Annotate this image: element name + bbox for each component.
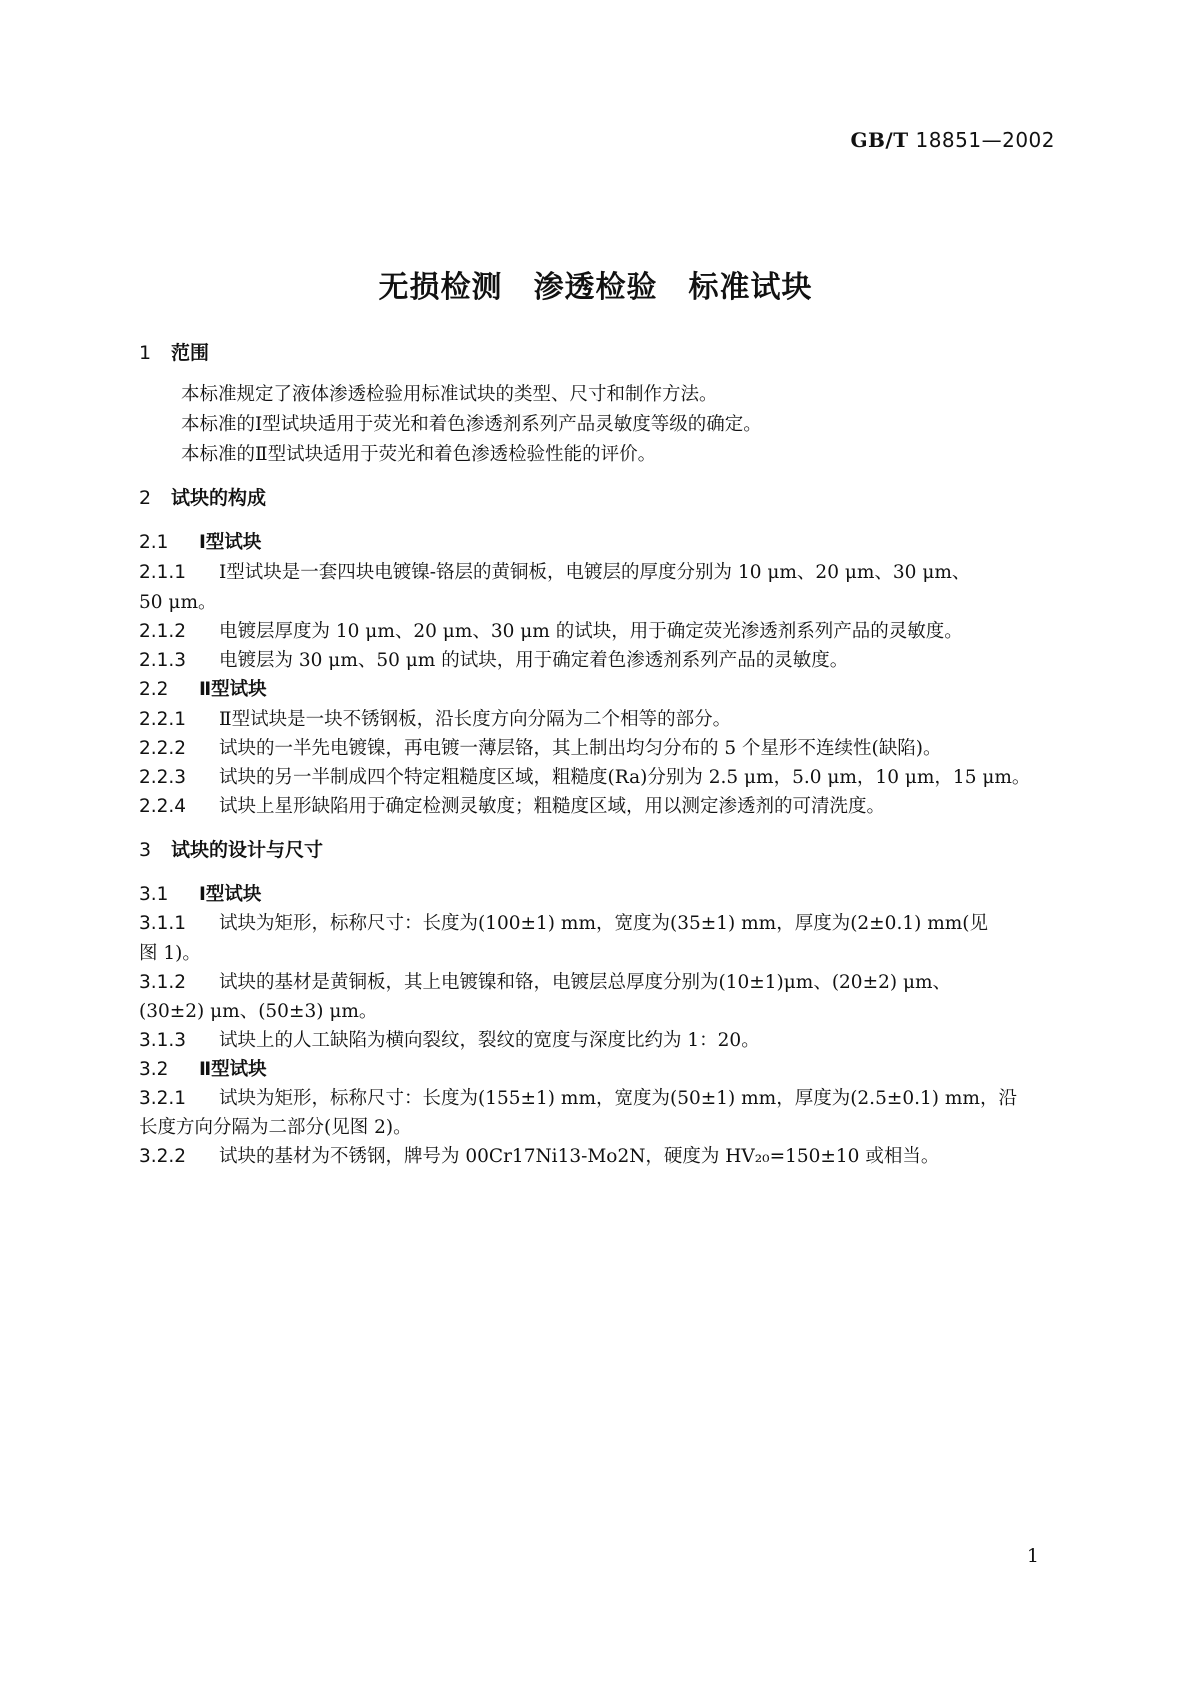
- clause-number: 3.1.1: [139, 913, 187, 934]
- clause-2-2-1: [139, 705, 1059, 731]
- subsection-title: Ⅰ型试块: [199, 532, 262, 553]
- clause-number: 2.1.2: [139, 621, 187, 642]
- subsection-3-2-heading: [139, 1055, 1059, 1081]
- paragraph: 本标准规定了液体渗透检验用标准试块的类型、尺寸和制作方法。: [181, 384, 718, 405]
- clause-3-1-1: [139, 909, 1059, 935]
- clause-text: 试块的另一半制成四个特定粗糙度区域，粗糙度(Ra)分别为 2.5 μm，5.0 μm，10 μm，15 μm。: [219, 767, 1031, 788]
- clause-text: 试块上星形缺陷用于确定检测灵敏度；粗糙度区域，用以测定渗透剂的可清洗度。: [219, 796, 886, 817]
- clause-text: 试块为矩形，标称尺寸：长度为(155±1) mm，宽度为(50±1) mm，厚度为(2.5±0.1) mm，沿: [219, 1088, 1017, 1109]
- clause-text: 电镀层为 30 μm、50 μm 的试块，用于确定着色渗透剂系列产品的灵敏度。: [219, 650, 849, 671]
- clause-2-2-4: [139, 792, 1059, 818]
- clause-number: 2.2.4: [139, 796, 187, 817]
- subsection-3-1-heading: [139, 880, 1059, 906]
- document-title: 无损检测 渗透检验 标准试块: [378, 270, 813, 305]
- paragraph: 本标准的Ⅰ型试块适用于荧光和着色渗透剂系列产品灵敏度等级的确定。: [181, 414, 762, 435]
- subsection-2-2-heading: [139, 675, 1059, 701]
- clause-text: 试块的基材是黄铜板，其上电镀镍和铬，电镀层总厚度分别为(10±1)μm、(20±2) μm、: [219, 972, 952, 993]
- paragraph: 本标准的Ⅱ型试块适用于荧光和着色渗透检验性能的评价。: [181, 444, 657, 465]
- clause-2-2-3: [139, 763, 1059, 789]
- clause-text: Ⅰ型试块是一套四块电镀镍-铬层的黄铜板，电镀层的厚度分别为 10 μm、20 μm、30 μm、: [219, 562, 971, 583]
- subsection-number: 2.1: [139, 532, 169, 553]
- page-number: 1: [1026, 1545, 1039, 1567]
- subsection-2-1-heading: [139, 528, 1059, 554]
- section-number: 2: [139, 487, 152, 509]
- subsection-number: 3.1: [139, 884, 169, 905]
- standard-code: [850, 128, 1055, 152]
- clause-number: 2.2.1: [139, 709, 187, 730]
- section-title: 试块的构成: [171, 487, 267, 509]
- clause-continuation: 长度方向分隔为二部分(见图 2)。: [139, 1117, 412, 1138]
- section-1-heading: [139, 338, 1059, 365]
- clause-text: 试块上的人工缺陷为横向裂纹，裂纹的宽度与深度比约为 1：20。: [219, 1030, 760, 1051]
- clause-text: 试块为矩形，标称尺寸：长度为(100±1) mm，宽度为(35±1) mm，厚度为(2±0.1) mm(见: [219, 913, 989, 934]
- clause-3-2-2: [139, 1142, 1059, 1168]
- subsection-number: 2.2: [139, 679, 169, 700]
- section-number: 3: [139, 839, 152, 861]
- section-title: 试块的设计与尺寸: [171, 839, 324, 861]
- clause-text: 试块的一半先电镀镍，再电镀一薄层铬，其上制出均匀分布的 5 个星形不连续性(缺陷)。: [219, 738, 942, 759]
- clause-number: 2.1.1: [139, 562, 187, 583]
- clause-2-2-2: [139, 734, 1059, 760]
- clause-continuation: 图 1)。: [139, 943, 201, 964]
- subsection-number: 3.2: [139, 1059, 169, 1080]
- code-prefix: GB/T: [850, 128, 909, 152]
- clause-continuation: (30±2) μm、(50±3) μm。: [139, 1001, 378, 1022]
- subsection-title: Ⅰ型试块: [199, 884, 262, 905]
- clause-number: 2.1.3: [139, 650, 187, 671]
- subsection-title: Ⅱ型试块: [199, 679, 267, 700]
- section-number: 1: [139, 342, 152, 364]
- clause-continuation: 50 μm。: [139, 592, 217, 613]
- subsection-title: Ⅱ型试块: [199, 1059, 267, 1080]
- clause-number: 3.1.2: [139, 972, 187, 993]
- clause-3-2-1: [139, 1084, 1059, 1110]
- clause-3-1-2: [139, 968, 1059, 994]
- clause-number: 2.2.3: [139, 767, 187, 788]
- clause-text: 电镀层厚度为 10 μm、20 μm、30 μm 的试块，用于确定荧光渗透剂系列产品的灵敏度。: [219, 621, 963, 642]
- clause-2-1-2: [139, 617, 1059, 643]
- clause-2-1-1: [139, 558, 1059, 584]
- clause-text: 试块的基材为不锈钢，牌号为 00Cr17Ni13-Mo2N，硬度为 HV₂₀=150±10 或相当。: [219, 1146, 940, 1167]
- clause-number: 3.1.3: [139, 1030, 187, 1051]
- section-3-heading: [139, 835, 1059, 862]
- code-number: 18851—2002: [915, 128, 1055, 152]
- clause-number: 3.2.2: [139, 1146, 187, 1167]
- clause-3-1-3: [139, 1026, 1059, 1052]
- clause-number: 2.2.2: [139, 738, 187, 759]
- clause-number: 3.2.1: [139, 1088, 187, 1109]
- clause-text: Ⅱ型试块是一块不锈钢板，沿长度方向分隔为二个相等的部分。: [219, 709, 732, 730]
- clause-2-1-3: [139, 646, 1059, 672]
- section-2-heading: [139, 483, 1059, 510]
- section-title: 范围: [171, 342, 210, 364]
